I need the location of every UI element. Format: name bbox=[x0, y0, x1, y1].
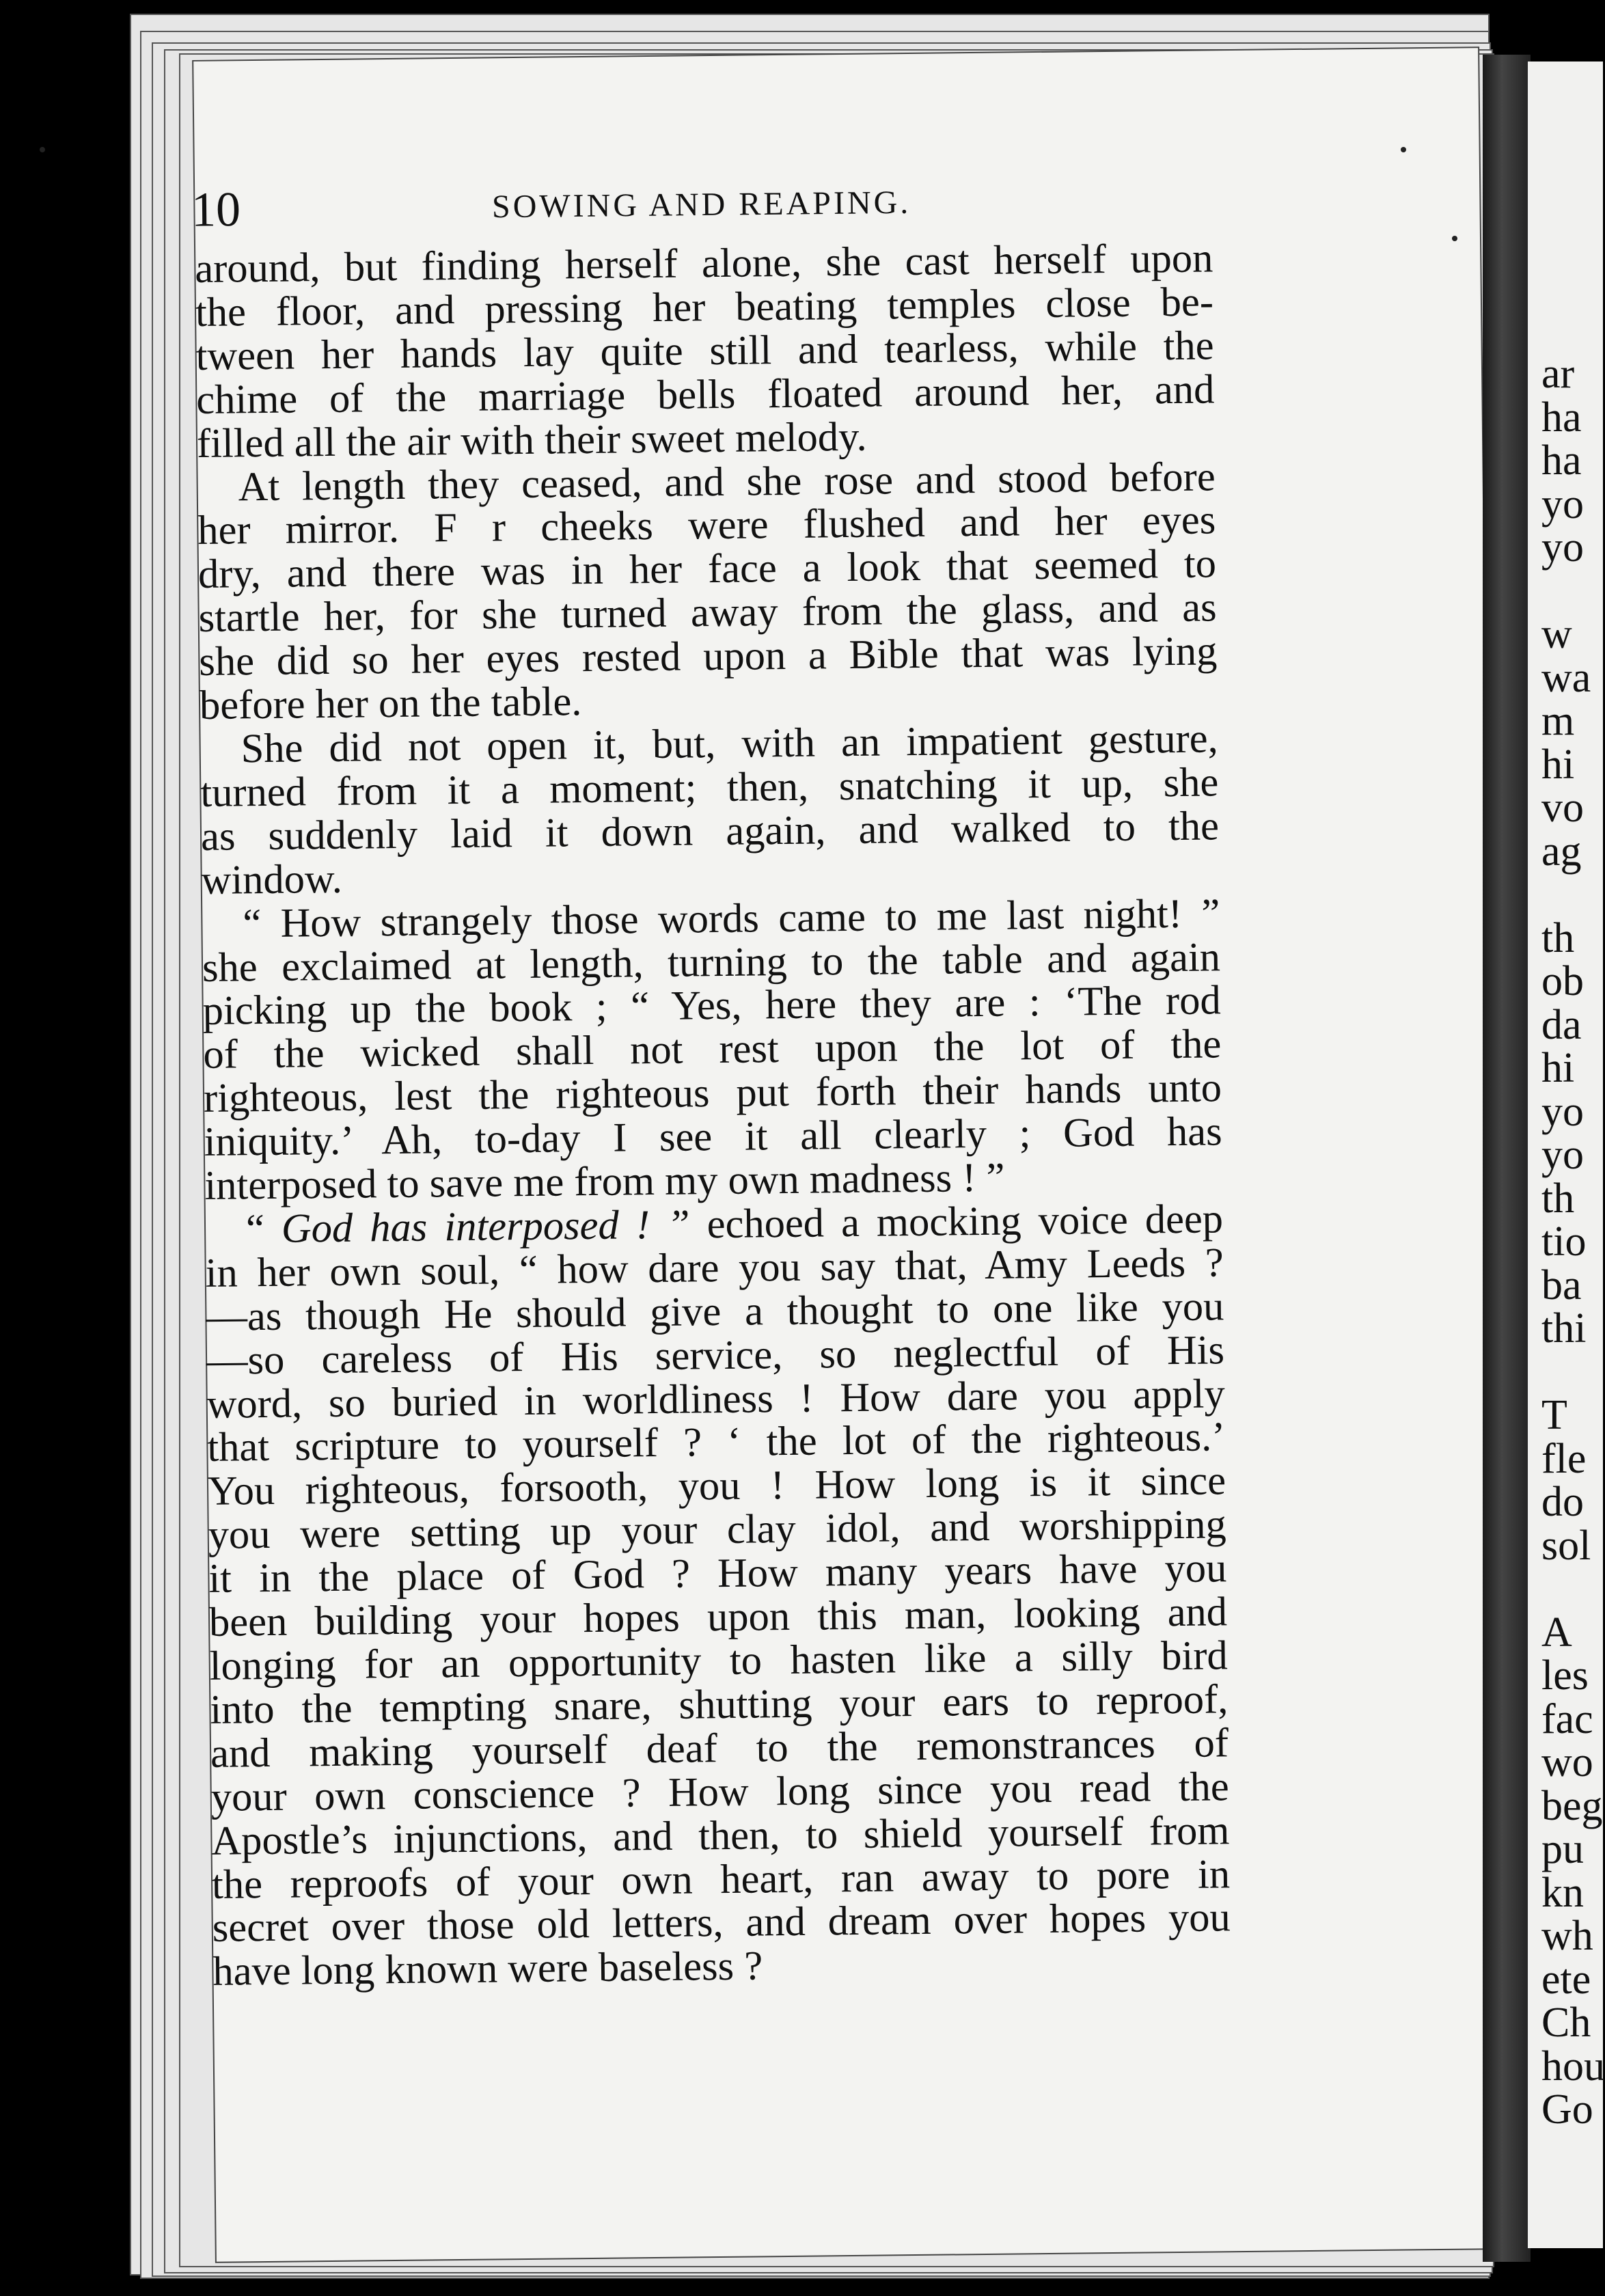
text-line: —so careless of His service, so neglectful of His bbox=[206, 1326, 1225, 1384]
text-line: your own conscience ? How long since you read the bbox=[210, 1763, 1230, 1820]
ink-speck bbox=[1401, 147, 1406, 152]
facing-page-fragment: wh bbox=[1541, 1913, 1593, 1959]
facing-page-fragment: ba bbox=[1541, 1261, 1582, 1309]
facing-page-fragment: fle bbox=[1541, 1435, 1587, 1482]
facing-page-fragment: wa bbox=[1541, 654, 1591, 701]
text-line: —as though He should give a thought to one like you bbox=[206, 1283, 1224, 1340]
facing-page-fragment: kn bbox=[1541, 1869, 1584, 1916]
text-line: into the tempting snare, shutting your ears to reproof, bbox=[210, 1676, 1229, 1733]
text-line: She did not open it, but, with an impatient gesture, bbox=[241, 715, 1218, 772]
text-line: in her own soul, “ how dare you say that, Amy Leeds ? bbox=[205, 1240, 1224, 1296]
facing-page-fragment: yo bbox=[1541, 524, 1584, 571]
body-text bbox=[195, 236, 1231, 1994]
text-line: the reproofs of your own heart, ran away to pore in bbox=[211, 1850, 1231, 1908]
facing-page-fragment: Ch bbox=[1541, 1999, 1591, 2046]
text-line: “ God has interposed ! ” echoed a mocking voice deep bbox=[245, 1196, 1224, 1253]
text-line: “ How strangely those words came to me last night! ” bbox=[243, 890, 1220, 946]
facing-page-fragment: ha bbox=[1541, 394, 1582, 441]
text-line: have long known were baseless ? bbox=[212, 1943, 763, 1995]
text-line: longing for an opportunity to hasten like a silly bird bbox=[209, 1632, 1229, 1689]
facing-page-fragment: hi bbox=[1541, 1045, 1575, 1091]
text-line: dry, and there was in her face a look that seemed to bbox=[197, 541, 1217, 598]
facing-page-fragment: w bbox=[1541, 611, 1572, 657]
ink-speck bbox=[1452, 236, 1457, 241]
facing-page bbox=[1528, 62, 1603, 2248]
facing-page-fragment: Go bbox=[1541, 2086, 1593, 2133]
facing-page-fragment: yo bbox=[1541, 1088, 1584, 1135]
running-title: SOWING AND REAPING. bbox=[491, 184, 911, 226]
text-line: chime of the marriage bells floated around her, and bbox=[195, 366, 1215, 423]
ink-speck bbox=[40, 147, 45, 152]
text-line: picking up the book ; “ Yes, here they are : ‘The rod bbox=[202, 977, 1221, 1035]
facing-page-fragment: ob bbox=[1541, 958, 1584, 1004]
facing-page-fragment: les bbox=[1541, 1652, 1589, 1699]
text-line: iniquity.’ Ah, to-day I see it all clearly ; God has bbox=[204, 1108, 1222, 1166]
facing-page-fragment: A bbox=[1541, 1609, 1572, 1656]
facing-page-fragment: hi bbox=[1541, 741, 1575, 788]
text-line: interposed to save me from my own madness ! ” bbox=[204, 1154, 1005, 1209]
facing-page-fragment: yo bbox=[1541, 1132, 1584, 1178]
text-line: Apostle’s injunctions, and then, to shield yourself from bbox=[211, 1807, 1230, 1864]
facing-page-fragment: ag bbox=[1541, 828, 1582, 875]
facing-page-fragment: hou bbox=[1541, 2042, 1605, 2090]
text-line: tween her hands lay quite still and tearless, while the bbox=[195, 323, 1214, 379]
facing-page-fragment: ar bbox=[1541, 351, 1575, 397]
facing-page-fragment: T bbox=[1541, 1392, 1567, 1438]
text-line: that scripture to yourself ? ‘ the lot of the righteous.’ bbox=[207, 1414, 1226, 1471]
text-line: she exclaimed at length, turning to the table and again bbox=[202, 933, 1221, 991]
text-line: and making yourself deaf to the remonstrances of bbox=[210, 1720, 1229, 1777]
text-line: you were setting up your clay idol, and worshipping bbox=[208, 1501, 1227, 1559]
text-line: of the wicked shall not rest upon the lot of the bbox=[203, 1021, 1222, 1078]
facing-page-fragment: yo bbox=[1541, 480, 1584, 528]
text-line: window. bbox=[201, 856, 343, 903]
text-line: around, but finding herself alone, she cast herself upon bbox=[194, 235, 1213, 292]
text-line: she did so her eyes rested upon a Bible that was lying bbox=[199, 628, 1218, 685]
book-gutter bbox=[1483, 55, 1531, 2262]
facing-page-fragment: vo bbox=[1541, 784, 1584, 831]
text-line: before her on the table. bbox=[199, 679, 582, 729]
text-line: the floor, and pressing her beating temples close be- bbox=[195, 279, 1214, 336]
facing-page-fragment: th bbox=[1541, 914, 1575, 961]
facing-page-fragment: pu bbox=[1541, 1826, 1584, 1872]
text-line: filled all the air with their sweet melody. bbox=[196, 413, 867, 467]
text-line: You righteous, forsooth, you ! How long is it since bbox=[207, 1458, 1226, 1515]
facing-page-fragment: m bbox=[1541, 698, 1575, 744]
text-line: righteous, lest the righteous put forth their hands unto bbox=[203, 1065, 1222, 1122]
text-line: startle her, for she turned away from the glass, and as bbox=[198, 584, 1217, 642]
text-line: secret over those old letters, and dream over hopes you bbox=[212, 1894, 1231, 1952]
facing-page-fragment: da bbox=[1541, 1001, 1582, 1048]
facing-page-fragment: sol bbox=[1541, 1522, 1591, 1569]
text-line: it in the place of God ? How many years have you bbox=[208, 1545, 1227, 1602]
text-line: her mirror. F r cheeks were flushed and her eyes bbox=[197, 497, 1216, 554]
facing-page-fragment: beg bbox=[1541, 1782, 1603, 1829]
facing-page-fragment: thi bbox=[1541, 1305, 1587, 1352]
page-number: 10 bbox=[191, 181, 241, 237]
facing-page-fragment: do bbox=[1541, 1479, 1584, 1525]
page-header bbox=[191, 171, 1203, 243]
facing-page-fragment: fac bbox=[1541, 1695, 1593, 1742]
text-line: turned from it a moment; then, snatching it up, she bbox=[200, 759, 1219, 816]
facing-page-fragment: wo bbox=[1541, 1739, 1593, 1786]
text-line: word, so buried in worldliness ! How dare you apply bbox=[206, 1370, 1225, 1427]
text-line: At length they ceased, and she rose and stood before bbox=[238, 453, 1216, 510]
text-line: been building your hopes upon this man, looking and bbox=[208, 1589, 1228, 1645]
facing-page-fragment: ete bbox=[1541, 1956, 1591, 2003]
facing-page-fragment: ha bbox=[1541, 437, 1582, 484]
text-line: as suddenly laid it down again, and walked to the bbox=[200, 803, 1220, 860]
facing-page-fragment: th bbox=[1541, 1175, 1575, 1222]
facing-page-fragment: tio bbox=[1541, 1218, 1587, 1265]
